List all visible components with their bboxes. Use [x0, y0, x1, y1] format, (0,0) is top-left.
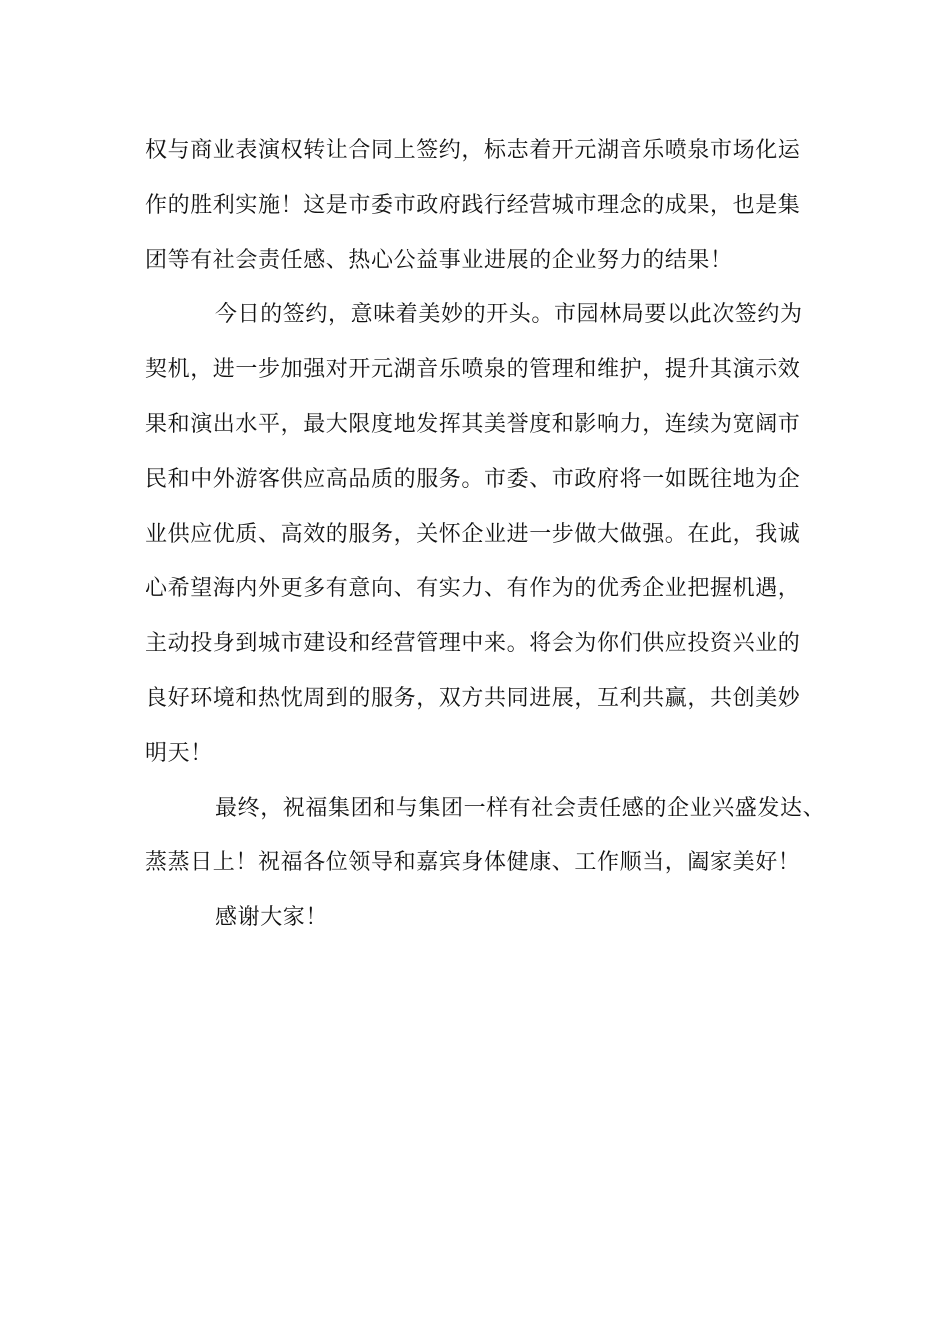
text-line: 业供应优质、高效的服务，关怀企业进一步做大做强。在此，我诚	[145, 521, 801, 547]
text-line: 民和中外游客供应高品质的服务。市委、市政府将一如既往地为企	[145, 466, 801, 492]
text-line: 权与商业表演权转让合同上签约，标志着开元湖音乐喷泉市场化运	[145, 138, 801, 163]
text-line: 明天！	[145, 740, 213, 766]
text-line: 作的胜利实施！这是市委市政府践行经营城市理念的成果，也是集	[145, 192, 801, 218]
text-line: 心希望海内外更多有意向、有实力、有作为的优秀企业把握机遇，	[145, 576, 801, 602]
text-line: 团等有社会责任感、热心公益事业进展的企业努力的结果！	[145, 247, 733, 273]
text-line: 蒸蒸日上！祝福各位领导和嘉宾身体健康、工作顺当，阖家美好！	[145, 850, 801, 876]
closing-line: 感谢大家！	[215, 905, 329, 931]
text-line: 契机，进一步加强对开元湖音乐喷泉的管理和维护，提升其演示效	[145, 357, 801, 383]
paragraph-start-line: 今日的签约，意味着美妙的开头。市园林局要以此次签约为	[215, 302, 803, 328]
text-line: 主动投身到城市建设和经营管理中来。将会为你们供应投资兴业的	[145, 631, 801, 657]
text-line: 果和演出水平，最大限度地发挥其美誉度和影响力，连续为宽阔市	[145, 411, 801, 437]
paragraph-start-line: 最终，祝福集团和与集团一样有社会责任感的企业兴盛发达、	[215, 795, 826, 821]
document-body	[145, 124, 835, 946]
text-line: 良好环境和热忱周到的服务，双方共同进展，互利共赢，共创美妙	[145, 685, 801, 711]
